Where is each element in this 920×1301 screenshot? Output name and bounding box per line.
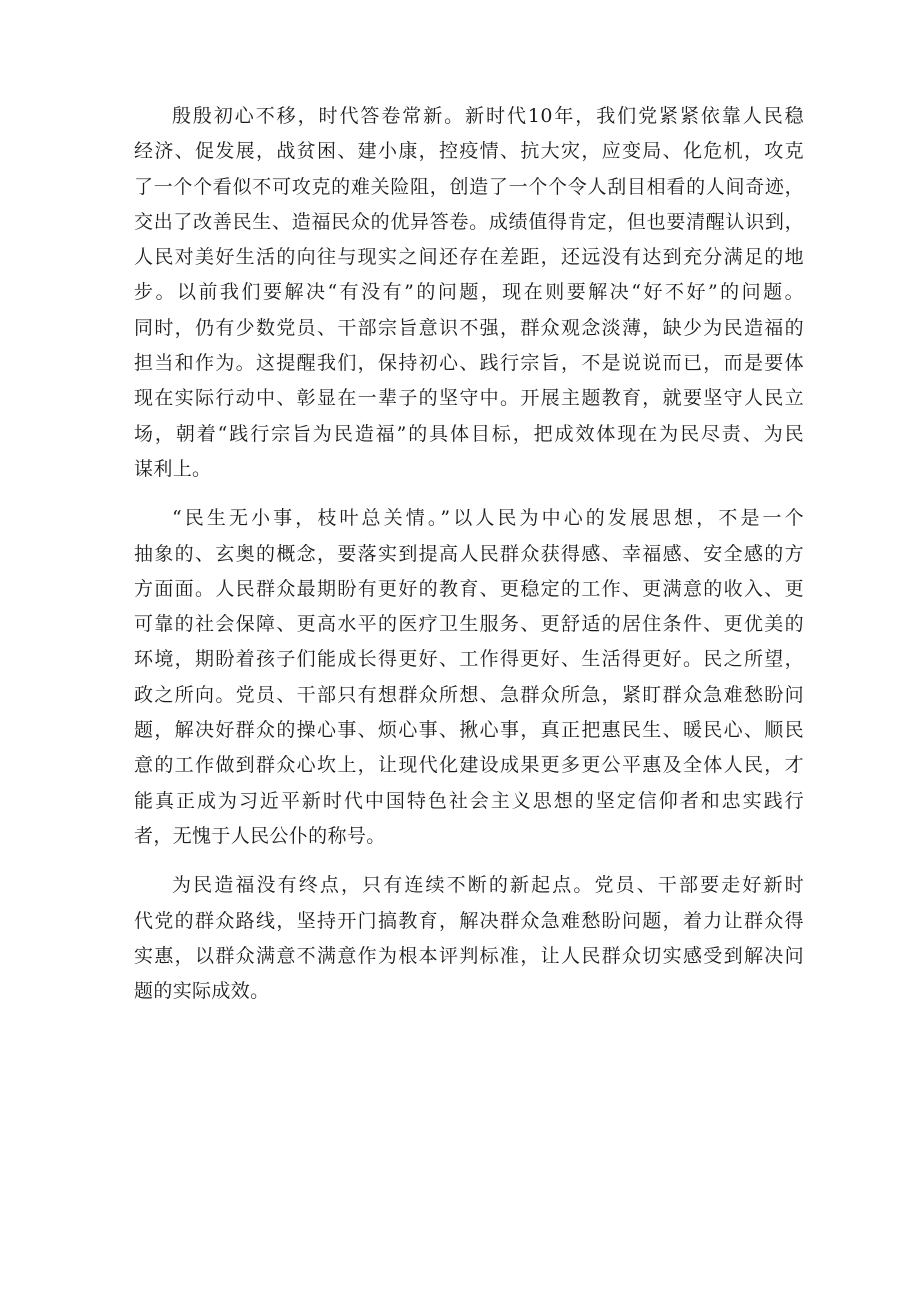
paragraph-line: 题，解决好群众的操心事、烦心事、揪心事，真正把惠民生、暖民心、顺民	[134, 719, 804, 742]
paragraph-line: 经济、促发展，战贫困、建小康，控疫情、抗大灾，应变局、化危机，攻克	[134, 140, 804, 163]
paragraph-line: 能真正成为习近平新时代中国特色社会主义思想的坚定信仰者和忠实践行	[134, 789, 804, 812]
paragraph-line: 题的实际成效。	[134, 980, 270, 1003]
paragraph-line: 步。以前我们要解决“有没有”的问题，现在则要解决“好不好”的问题。	[134, 281, 804, 304]
paragraph-line: 殷殷初心不移，时代答卷常新。新时代10年，我们党紧紧依靠人民稳	[172, 105, 804, 127]
paragraph-line: 方面面。人民群众最期盼有更好的教育、更稳定的工作、更满意的收入、更	[134, 577, 804, 600]
paragraph-line: 抽象的、玄奥的概念，要落实到提高人民群众获得感、幸福感、安全感的方	[134, 542, 804, 565]
paragraph-line: 了一个个看似不可攻克的难关险阻，创造了一个个令人刮目相看的人间奇迹，	[134, 175, 804, 198]
paragraph-line: 意的工作做到群众心坎上，让现代化建设成果更多更公平惠及全体人民，才	[134, 754, 804, 777]
paragraph-2	[134, 501, 804, 854]
paragraph-line: 担当和作为。这提醒我们，保持初心、践行宗旨，不是说说而已，而是要体	[134, 352, 804, 375]
paragraph-line: 场，朝着“践行宗旨为民造福”的具体目标，把成效体现在为民尽责、为民	[134, 422, 804, 445]
paragraph-line: 交出了改善民生、造福民众的优异答卷。成绩值得肯定，但也要清醒认识到，	[134, 210, 804, 233]
paragraph-1	[134, 99, 804, 487]
paragraph-line: 者，无愧于人民公仆的称号。	[134, 824, 386, 847]
paragraph-line: “民生无小事，枝叶总关情。”以人民为中心的发展思想，不是一个	[172, 507, 804, 530]
paragraph-line: 实惠，以群众满意不满意作为根本评判标准，让人民群众切实感受到解决问	[134, 944, 804, 967]
paragraph-line: 现在实际行动中、彰显在一辈子的坚守中。开展主题教育，就要坚守人民立	[134, 387, 804, 410]
paragraph-line: 同时，仍有少数党员、干部宗旨意识不强，群众观念淡薄，缺少为民造福的	[134, 316, 804, 339]
paragraph-line: 政之所向。党员、干部只有想群众所想、急群众所急，紧盯群众急难愁盼问	[134, 683, 804, 706]
paragraph-line: 环境，期盼着孩子们能成长得更好、工作得更好、生活得更好。民之所望，	[134, 648, 804, 671]
paragraph-line: 代党的群众路线，坚持开门搞教育，解决群众急难愁盼问题，着力让群众得	[134, 909, 804, 932]
paragraph-line: 可靠的社会保障、更高水平的医疗卫生服务、更舒适的居住条件、更优美的	[134, 613, 804, 636]
paragraph-3	[134, 868, 804, 1009]
paragraph-line: 谋利上。	[134, 457, 212, 480]
paragraph-line: 为民造福没有终点，只有连续不断的新起点。党员、干部要走好新时	[172, 874, 804, 897]
document-body	[134, 99, 804, 1009]
paragraph-line: 人民对美好生活的向往与现实之间还存在差距，还远没有达到充分满足的地	[134, 246, 804, 269]
